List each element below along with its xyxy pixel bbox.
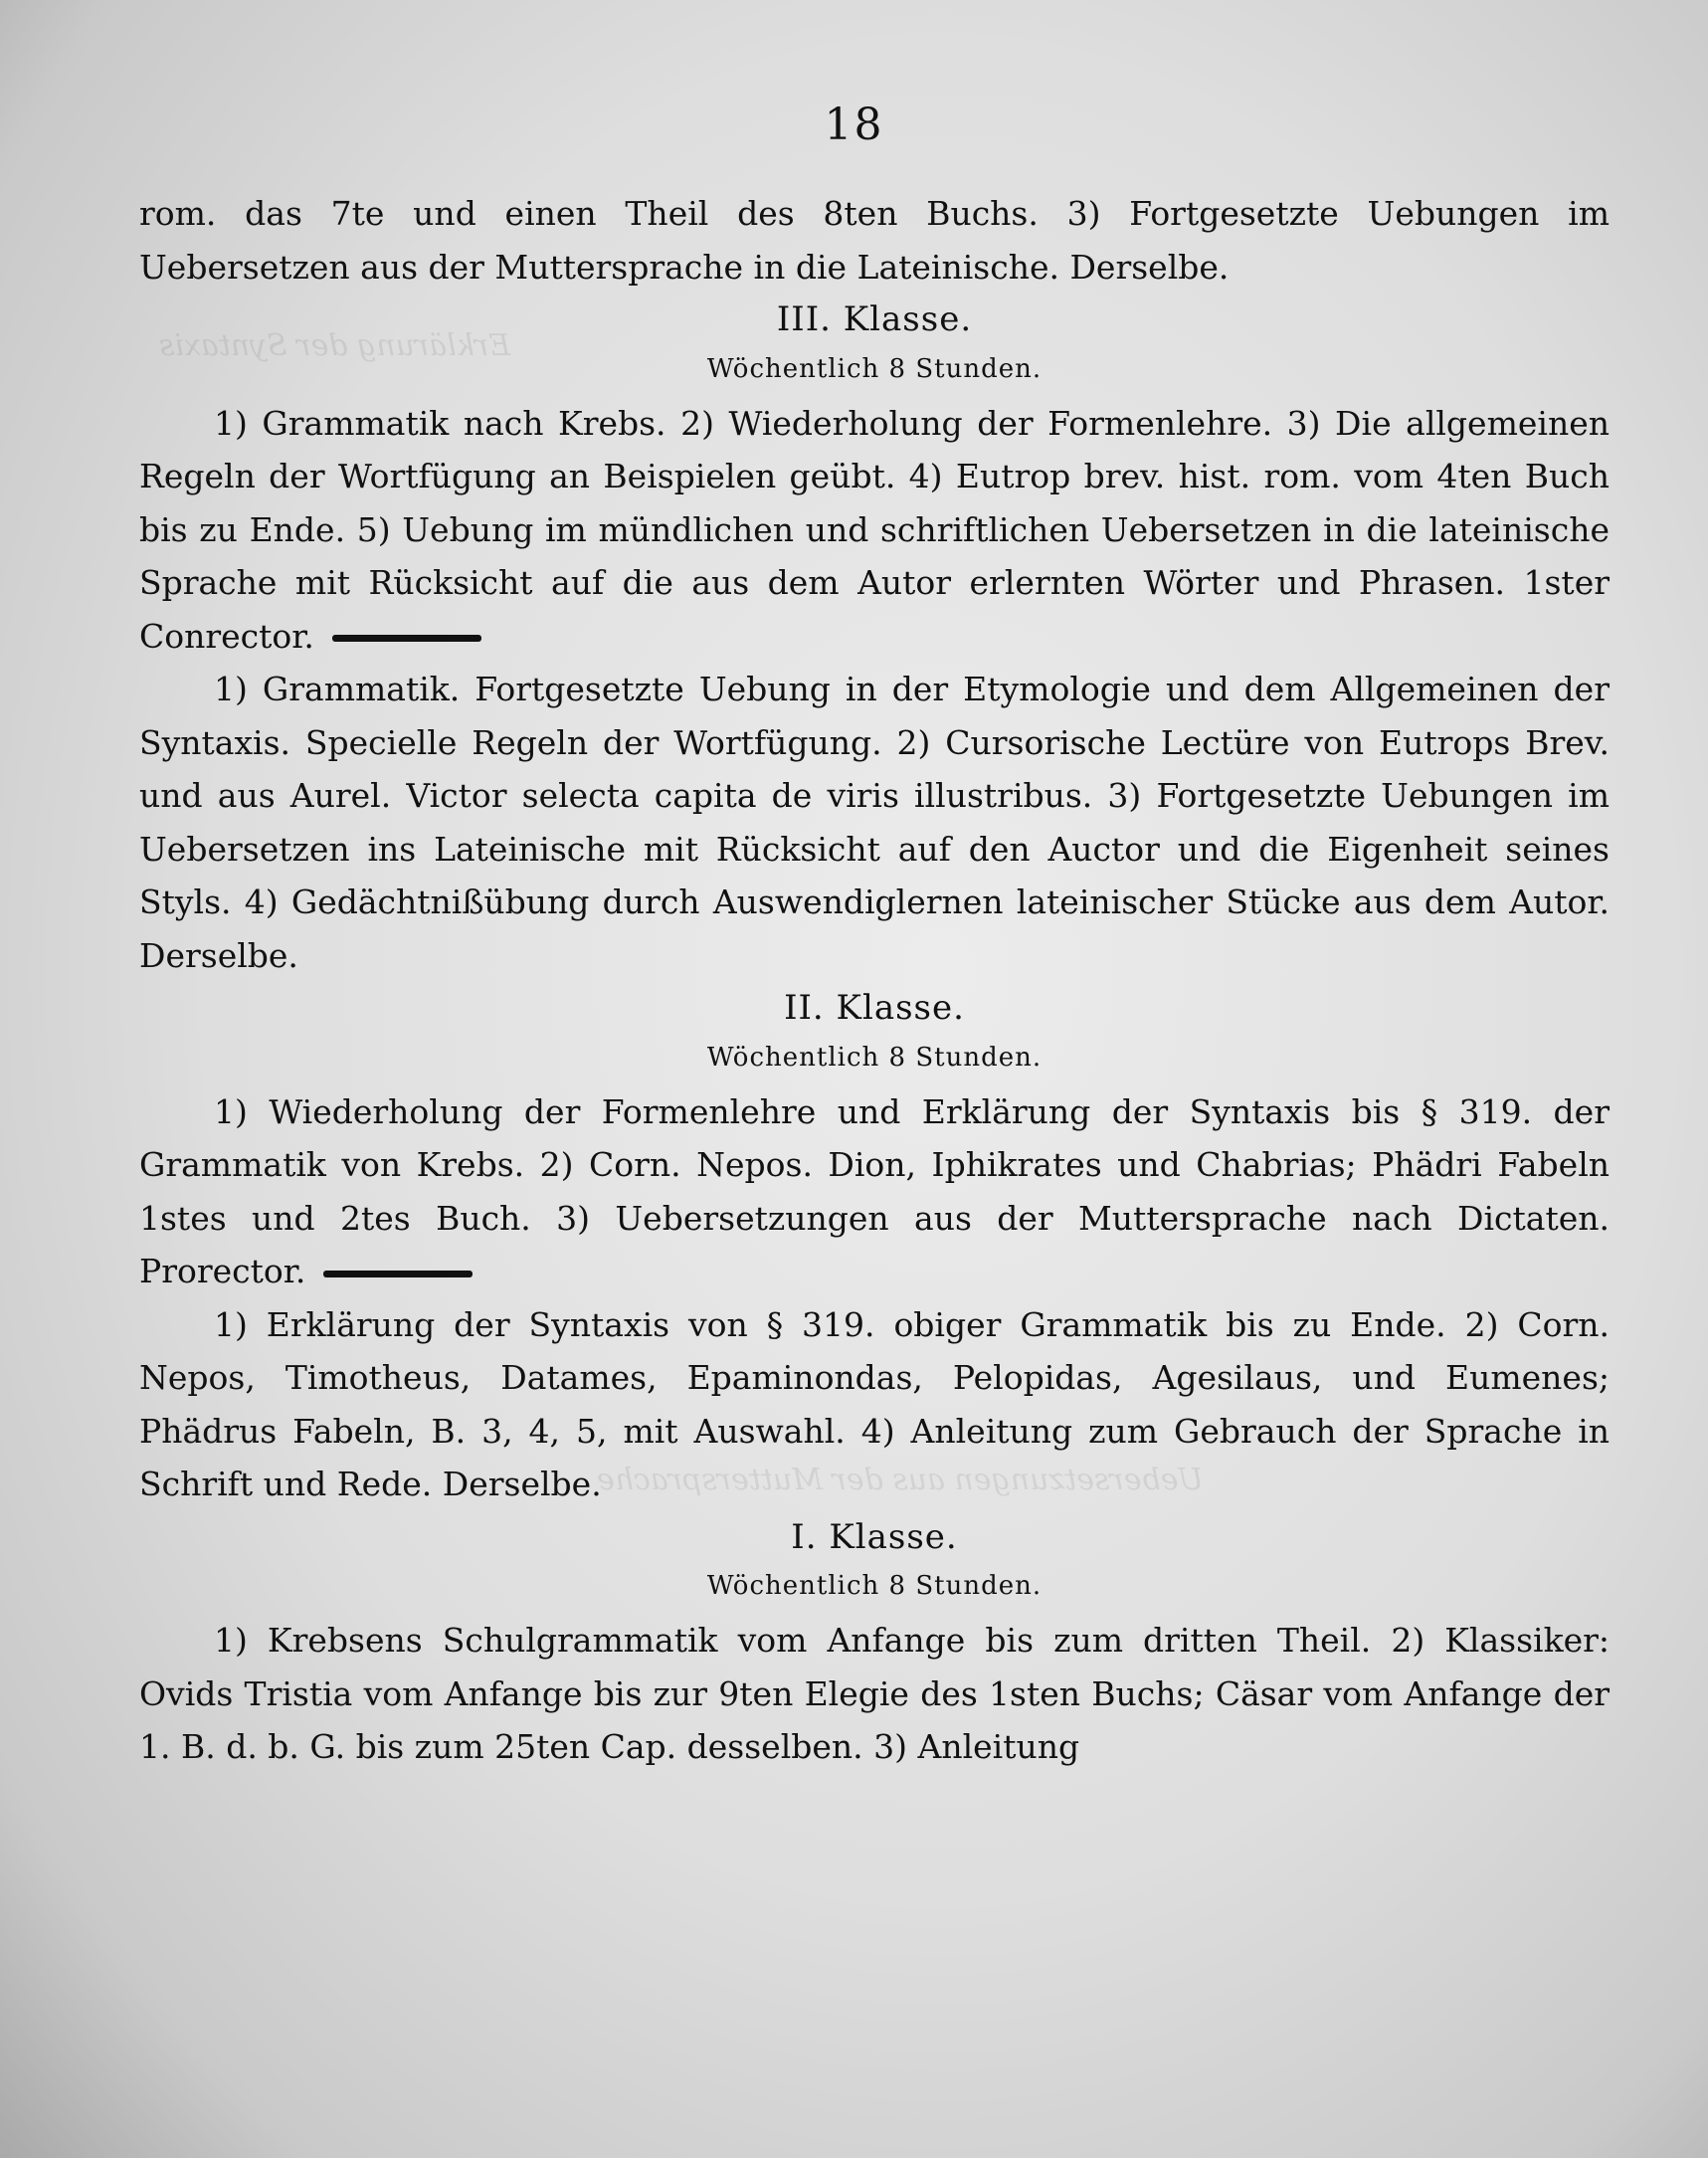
text: 1) Erklärung der Syntaxis von § 319. obiger Grammatik bis zu Ende. 2) Corn. Nepos, Timotheus, Datames, Epaminondas, Pelopidas, Agesilaus, und Eumenes; Phädrus Fabeln, B. 3, 4, 5, mit Auswahl. 4) Anleitung zum Gebrauch der Sprache in Schrift und Rede. Derselbe. (139, 1304, 1610, 1503)
page-body (139, 187, 1610, 1774)
text: Wöchentlich 8 Stunden. (706, 353, 1043, 384)
text: 1) Wiederholung der Formenlehre und Erklärung der Syntaxis bis § 319. der Grammatik von Krebs. 2) Corn. Nepos. Dion, Iphikrates und Chabrias; Phädri Fabeln 1stes und 2tes Buch. 3) Uebersetzungen aus der Muttersprache nach Dictaten. Prorector. (139, 1091, 1610, 1290)
paragraph (139, 1085, 1610, 1298)
text: rom. das 7te und einen Theil des 8ten Buchs. 3) Fortgesetzte Uebungen im Uebersetzen aus der Muttersprache in die Lateinische. Derselbe. (139, 194, 1610, 287)
page-number: 18 (824, 99, 884, 150)
class-heading (139, 294, 1610, 347)
bleed-through-text: Uebersetzungen aus der Muttersprache (597, 1463, 1204, 1497)
text: Wöchentlich 8 Stunden. (706, 1042, 1043, 1073)
paragraph (139, 187, 1610, 294)
text: III. Klasse. (776, 299, 973, 339)
text: II. Klasse. (784, 988, 965, 1028)
paragraph (139, 1298, 1610, 1511)
class-heading (139, 1511, 1610, 1565)
text: 1) Grammatik nach Krebs. 2) Wiederholung der Formenlehre. 3) Die allgemeinen Regeln der Wortfügung an Beispielen geübt. 4) Eutrop brev. hist. rom. vom 4ten Buch bis zu Ende. 5) Uebung im mündlichen und schriftlichen Uebersetzen in die lateinische Sprache mit Rücksicht auf die aus dem Autor erlernten Wörter und Phrasen. 1ster Conrector. (139, 403, 1610, 656)
text: I. Klasse. (791, 1516, 958, 1557)
hours-subheading (139, 347, 1610, 391)
text: Wöchentlich 8 Stunden. (706, 1571, 1043, 1601)
horizontal-rule (323, 1271, 473, 1277)
paragraph (139, 397, 1610, 664)
paragraph (139, 1614, 1610, 1774)
bleed-through-text: Erklärung der Syntaxis (159, 328, 511, 363)
text: 1) Grammatik. Fortgesetzte Uebung in der Etymologie und dem Allgemeinen der Syntaxis. Specielle Regeln der Wortfügung. 2) Cursorische Lectüre von Eutrops Brev. und aus Aurel. Victor selecta capita de viris illustribus. 3) Fortgesetzte Uebungen im Uebersetzen ins Lateinische mit Rücksicht auf den Auctor und die Eigenheit seines Styls. 4) Gedächtnißübung durch Auswendiglernen lateinischer Stücke aus dem Autor. Derselbe. (139, 670, 1610, 975)
paragraph (139, 663, 1610, 982)
hours-subheading (139, 1036, 1610, 1079)
text: 1) Krebsens Schulgrammatik vom Anfange bis zum dritten Theil. 2) Klassiker: Ovids Tristia vom Anfange bis zur 9ten Elegie des 1sten Buchs; Cäsar vom Anfange der 1. B. d. b. G. bis zum 25ten Cap. desselben. 3) Anleitung (139, 1621, 1610, 1766)
hours-subheading (139, 1564, 1610, 1608)
class-heading (139, 982, 1610, 1036)
horizontal-rule (332, 635, 481, 642)
